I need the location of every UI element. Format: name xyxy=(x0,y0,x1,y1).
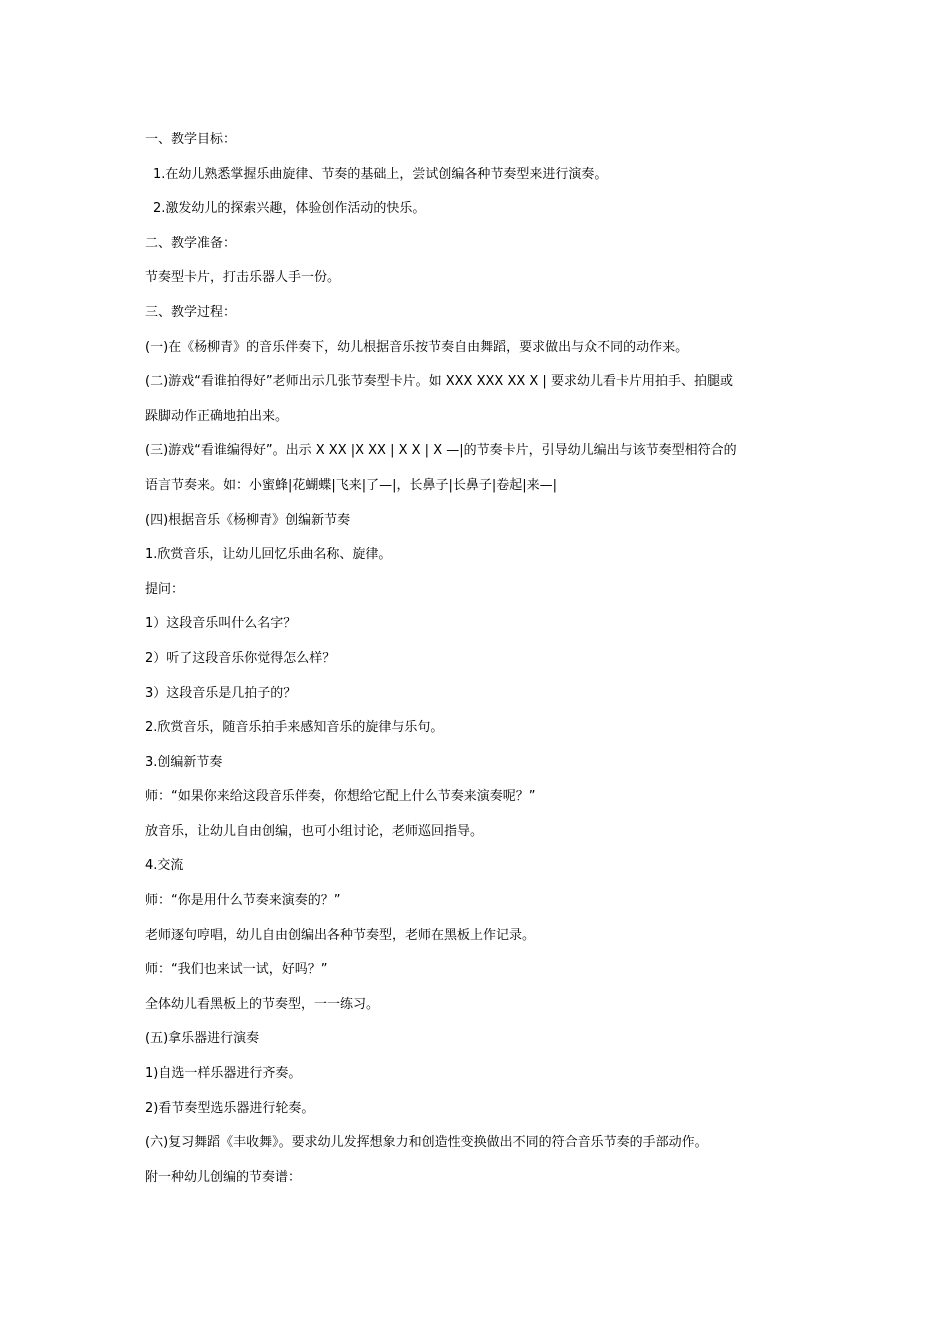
text-line: (六)复习舞蹈《丰收舞》。要求幼儿发挥想象力和创造性变换做出不同的符合音乐节奏的手部动作。 xyxy=(145,1135,708,1151)
text-line: 师：“如果你来给这段音乐伴奏，你想给它配上什么节奏来演奏呢？” xyxy=(145,789,536,805)
text-line: 1.欣赏音乐，让幼儿回忆乐曲名称、旋律。 xyxy=(145,547,392,563)
text-line: 语言节奏来。如：小蜜蜂|花蝴蝶|飞来|了—|，长鼻子|长鼻子|卷起|来—| xyxy=(145,477,558,493)
text-line: 放音乐，让幼儿自由创编，也可小组讨论，老师巡回指导。 xyxy=(145,823,484,839)
text-line: 2）听了这段音乐你觉得怎么样？ xyxy=(145,650,336,666)
text-line: 2)看节奏型选乐器进行轮奏。 xyxy=(145,1100,315,1116)
document-body xyxy=(145,123,825,1195)
text-line: 一、教学目标： xyxy=(145,132,237,147)
text-line: 老师逐句哼唱，幼儿自由创编出各种节奏型，老师在黑板上作记录。 xyxy=(145,927,536,943)
text-line: 师：“我们也来试一试，好吗？” xyxy=(145,962,328,978)
text-line: 3.创编新节奏 xyxy=(145,754,223,770)
text-line: 师：“你是用什么节奏来演奏的？” xyxy=(145,893,341,909)
text-line: 2.欣赏音乐，随音乐拍手来感知音乐的旋律与乐句。 xyxy=(145,720,444,736)
text-line: 3）这段音乐是几拍子的？ xyxy=(145,685,297,701)
text-line: 提问： xyxy=(145,581,185,597)
text-line: 1.在幼儿熟悉掌握乐曲旋律、节奏的基础上，尝试创编各种节奏型来进行演奏。 xyxy=(153,166,608,182)
text-line: 2.激发幼儿的探索兴趣，体验创作活动的快乐。 xyxy=(153,201,426,217)
text-line: 全体幼儿看黑板上的节奏型，一一练习。 xyxy=(145,996,380,1012)
text-line: 4.交流 xyxy=(145,858,184,874)
text-line: (二)游戏“看谁拍得好”老师出示几张节奏型卡片。如 XXX XXX XX X | 要求幼儿看卡片用拍手、拍腿或 xyxy=(145,374,733,390)
text-line: 跺脚动作正确地拍出来。 xyxy=(145,408,289,424)
text-line: (三)游戏“看谁编得好”。出示 X XX |X XX | X X | X —|的节奏卡片，引导幼儿编出与该节奏型相符合的 xyxy=(145,443,737,459)
text-line: 1）这段音乐叫什么名字？ xyxy=(145,616,297,632)
text-line: (四)根据音乐《杨柳青》创编新节奏 xyxy=(145,512,351,528)
text-line: 1)自选一样乐器进行齐奏。 xyxy=(145,1066,302,1082)
text-line: 节奏型卡片，打击乐器人手一份。 xyxy=(145,270,341,286)
text-line: (五)拿乐器进行演奏 xyxy=(145,1031,260,1047)
text-line: 三、教学过程： xyxy=(145,304,237,320)
text-line: 附一种幼儿创编的节奏谱： xyxy=(145,1169,302,1185)
text-line: 二、教学准备： xyxy=(145,235,237,251)
text-line: (一)在《杨柳青》的音乐伴奏下，幼儿根据音乐按节奏自由舞蹈，要求做出与众不同的动作来。 xyxy=(145,339,689,355)
